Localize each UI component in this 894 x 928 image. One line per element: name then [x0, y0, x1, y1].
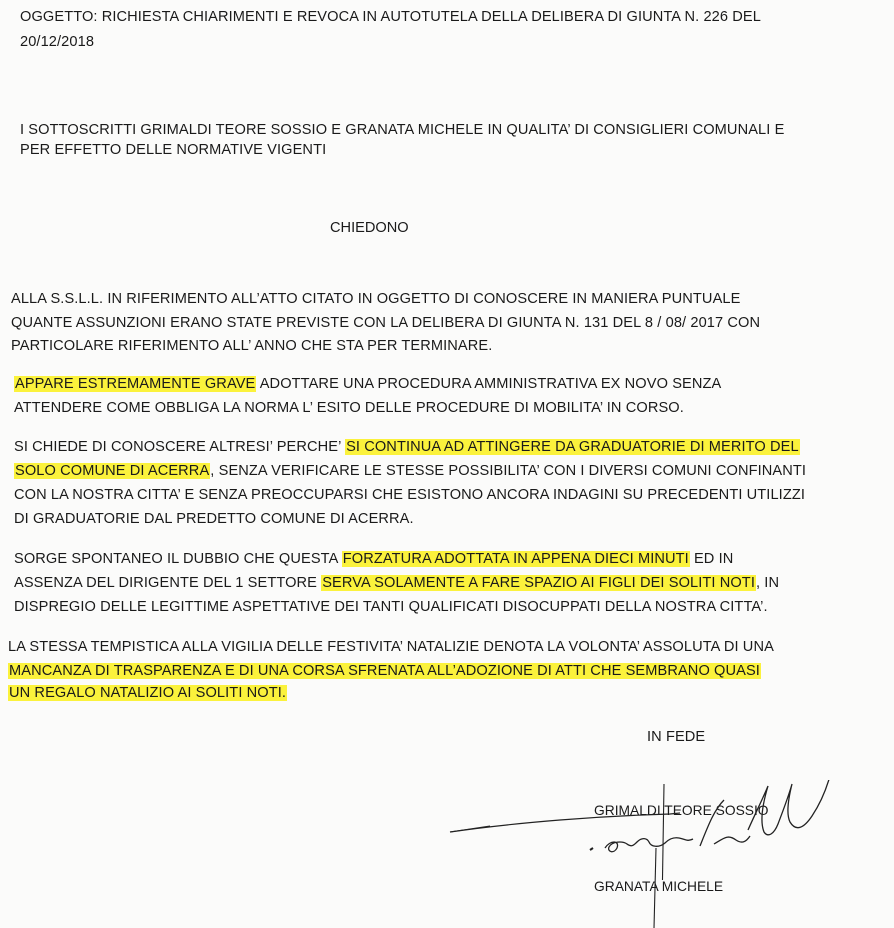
- p5-line-1: LA STESSA TEMPISTICA ALLA VIGILIA DELLE FESTIVITA’ NATALIZIE DENOTA LA VOLONTA’ ASSOLUTA DI UNA: [8, 639, 774, 655]
- subject-line-1: OGGETTO: RICHIESTA CHIARIMENTI E REVOCA IN AUTOTUTELA DELLA DELIBERA DI GIUNTA N. 226 DEL: [20, 9, 761, 25]
- p3-line-2: SOLO COMUNE DI ACERRA, SENZA VERIFICARE LE STESSE POSSIBILITA’ CON I DIVERSI COMUNI CONFINANTI: [15, 463, 807, 479]
- p4-line-2: ASSENZA DEL DIRIGENTE DEL 1 SETTORE SERVA SOLAMENTE A FARE SPAZIO AI FIGLI DEI SOLITI NOTI, IN: [14, 575, 780, 591]
- subject-line-2: 20/12/2018: [20, 34, 95, 50]
- p3-line-3: CON LA NOSTRA CITTA’ E SENZA PREOCCUPARSI CHE ESISTONO ANCORA INDAGINI SU PRECEDENTI UTILIZZI: [14, 487, 806, 503]
- p2-line-2: ATTENDERE COME OBBLIGA LA NORMA L’ ESITO DELLE PROCEDURE DI MOBILITA’ IN CORSO.: [14, 400, 684, 416]
- highlight: UN REGALO NATALIZIO AI SOLITI NOTI.: [9, 685, 287, 701]
- p3-line-1: SI CHIEDE DI CONOSCERE ALTRESI’ PERCHE’ SI CONTINUA AD ATTINGERE DA GRADUATORIE DI MERITO DEL: [14, 439, 799, 455]
- highlight: SI CONTINUA AD ATTINGERE DA GRADUATORIE DI MERITO DEL: [346, 439, 799, 455]
- signer-1-name: GRIMALDI TEORE SOSSIO: [594, 803, 769, 818]
- highlight: SOLO COMUNE DI ACERRA: [15, 463, 210, 479]
- signer-2-name: GRANATA MICHELE: [594, 879, 724, 894]
- intro-line-1: I SOTTOSCRITTI GRIMALDI TEORE SOSSIO E GRANATA MICHELE IN QUALITA’ DI CONSIGLIERI COMUNALI E: [20, 122, 785, 138]
- highlight: FORZATURA ADOTTATA IN APPENA DIECI MINUTI: [342, 551, 689, 567]
- p1-line-3: PARTICOLARE RIFERIMENTO ALL’ ANNO CHE STA PER TERMINARE.: [11, 338, 493, 354]
- highlight: APPARE ESTREMAMENTE GRAVE: [15, 376, 256, 392]
- p3-line-4: DI GRADUATORIE DAL PREDETTO COMUNE DI ACERRA.: [14, 511, 414, 527]
- p5-line-2: [8, 662, 761, 680]
- p5-line-3: [8, 684, 287, 702]
- closing-in-fede: IN FEDE: [647, 729, 706, 745]
- intro-line-2: PER EFFETTO DELLE NORMATIVE VIGENTI: [20, 142, 327, 158]
- highlight: MANCANZA DI TRASPARENZA E DI UNA CORSA SFRENATA ALL’ADOZIONE DI ATTI CHE SEMBRANO QUASI: [9, 663, 760, 679]
- p1-line-1: ALLA S.S.L.L. IN RIFERIMENTO ALL’ATTO CITATO IN OGGETTO DI CONOSCERE IN MANIERA PUNTUALE: [11, 291, 741, 307]
- p1-line-2: QUANTE ASSUNZIONI ERANO STATE PREVISTE CON LA DELIBERA DI GIUNTA N. 131 DEL 8 / 08/ 2017 CON: [11, 315, 761, 331]
- p4-line-1: SORGE SPONTANEO IL DUBBIO CHE QUESTA FORZATURA ADOTTATA IN APPENA DIECI MINUTI ED IN: [14, 551, 734, 567]
- heading-chiedono: CHIEDONO: [330, 220, 409, 236]
- signature-scribble: [430, 780, 860, 880]
- p4-line-3: DISPREGIO DELLE LEGITTIME ASPETTATIVE DEI TANTI QUALIFICATI DISOCUPPATI DELLA NOSTRA CITTA’.: [14, 599, 768, 615]
- p2-line-1: APPARE ESTREMAMENTE GRAVE ADOTTARE UNA PROCEDURA AMMINISTRATIVA EX NOVO SENZA: [15, 376, 722, 392]
- highlight: SERVA SOLAMENTE A FARE SPAZIO AI FIGLI DEI SOLITI NOTI: [322, 575, 755, 591]
